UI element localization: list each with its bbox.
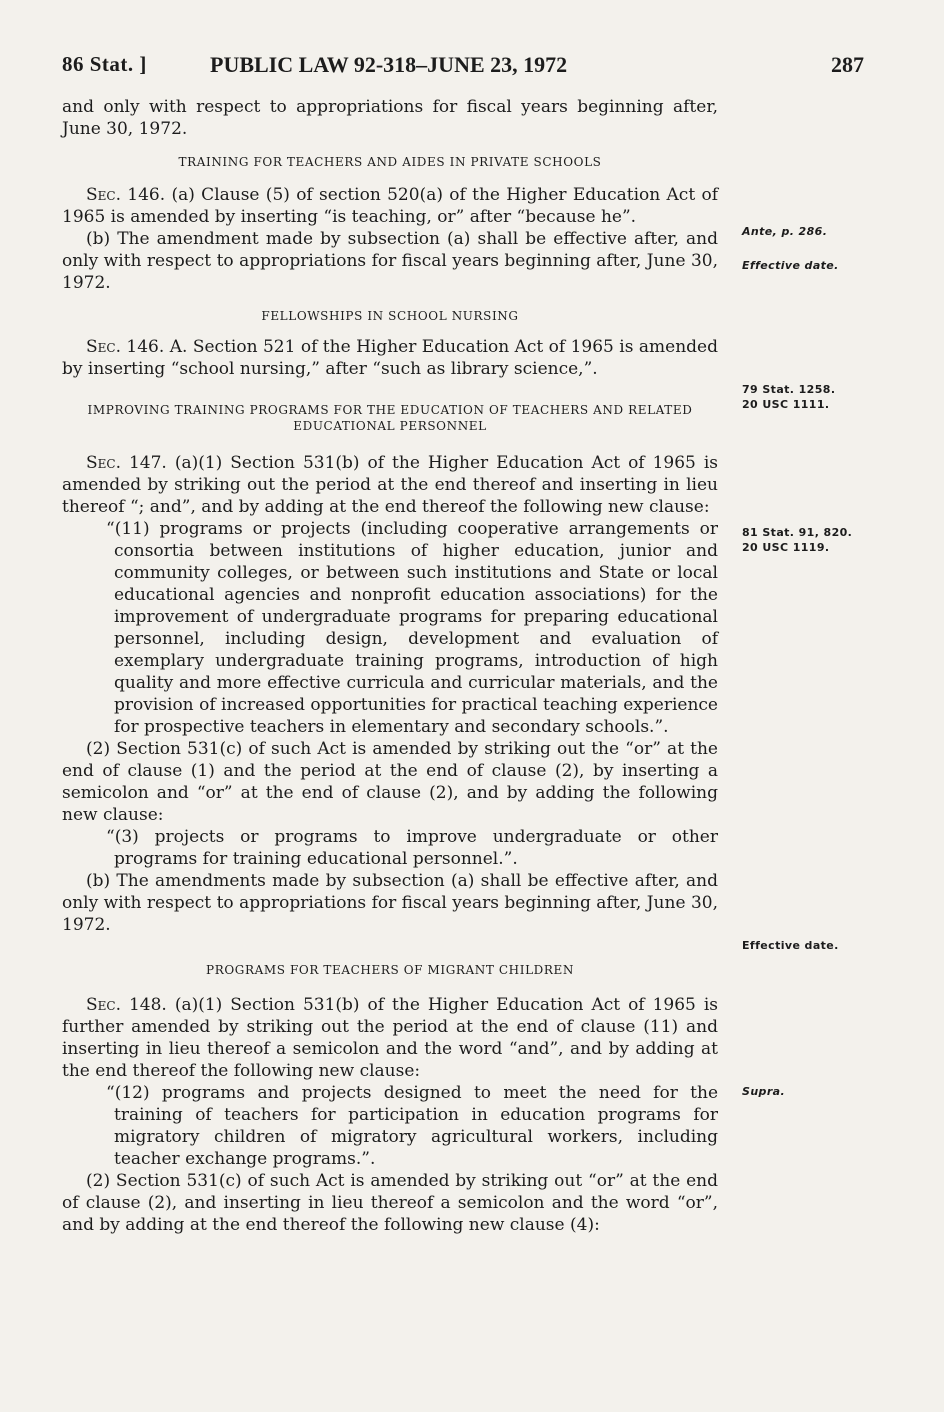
section-146-a	[62, 184, 718, 228]
header-page-number: 287	[831, 52, 864, 77]
page-header	[62, 50, 872, 82]
margin-note-stat-91	[742, 525, 852, 555]
section-147-a1-text: (a)(1) Section 531(b) of the Higher Education Act of 1965 is amended by striking out the period at the end thereof and inserting in lieu thereof “; and”, and by adding at the end thereof the following new clause:	[62, 453, 718, 517]
margin-note-stat-1258	[742, 382, 835, 412]
margin-note-effective-date-2: Effective date.	[742, 939, 839, 952]
heading-improving-programs: IMPROVING TRAINING PROGRAMS FOR THE EDUCATION OF TEACHERS AND RELATED EDUCATIONAL PERSONNEL	[87, 403, 693, 433]
section-147-clause-3: “(3) projects or programs to improve undergraduate or other programs for training educational personnel.”.	[106, 827, 718, 869]
margin-note-stat-1258-line2: 20 USC 1111.	[742, 398, 830, 411]
margin-note-supra: Supra.	[742, 1085, 786, 1098]
section-148-label: Sec. 148.	[86, 995, 167, 1015]
margin-note-stat-91-line1: 81 Stat. 91, 820.	[742, 526, 853, 539]
section-148-a2: (2) Section 531(c) of such Act is amended by striking out “or” at the end of clause (2), and inserting in lieu thereof a semicolon and the word “or”, and by adding at the end thereof the following new clause (4):	[62, 1171, 718, 1235]
margin-note-ante: Ante, p. 286.	[742, 225, 828, 238]
margin-note-stat-1258-line1: 79 Stat. 1258.	[742, 383, 836, 396]
heading-migrant-children: PROGRAMS FOR TEACHERS OF MIGRANT CHILDREN	[206, 963, 574, 977]
section-147-a1	[62, 452, 718, 518]
margin-note-stat-91-line2: 20 USC 1119.	[742, 541, 830, 554]
header-law-title: PUBLIC LAW 92-318–JUNE 23, 1972	[210, 52, 568, 77]
main-text	[62, 96, 718, 1236]
section-148-a1	[62, 994, 718, 1082]
header-statute-volume: 86 Stat. ]	[62, 52, 147, 76]
section-148-clause-12: “(12) programs and projects designed to meet the need for the training of teachers for participation in education programs for migratory children of migratory agricultural workers, including teacher exchange programs.”.	[106, 1083, 718, 1169]
section-146-a-text: (a) Clause (5) of section 520(a) of the Higher Education Act of 1965 is amended by inserting “is teaching, or” after “because he”.	[62, 185, 718, 227]
section-147-b: (b) The amendments made by subsection (a) shall be effective after, and only with respect to appropriations for fiscal years beginning after, June 30, 1972.	[62, 871, 718, 935]
intro-paragraph: and only with respect to appropriations for fiscal years beginning after, June 30, 1972.	[62, 97, 718, 139]
heading-fellowships: FELLOWSHIPS IN SCHOOL NURSING	[261, 309, 519, 323]
margin-note-effective-date-1: Effective date.	[742, 259, 839, 272]
section-147-a2: (2) Section 531(c) of such Act is amended by striking out the “or” at the end of clause (1) and the period at the end of clause (2), by inserting a semicolon and “or” at the end of clause (2), and by adding the following new clause:	[62, 739, 718, 825]
section-146-label: Sec. 146.	[86, 185, 166, 205]
section-146A-text: Section 521 of the Higher Education Act of 1965 is amended by inserting “school nursing,” after “such as library science,”.	[62, 337, 718, 379]
heading-private-schools: TRAINING FOR TEACHERS AND AIDES IN PRIVATE SCHOOLS	[178, 155, 602, 169]
section-146A-label: Sec. 146. A.	[86, 337, 188, 357]
section-148-a1-text: (a)(1) Section 531(b) of the Higher Education Act of 1965 is further amended by striking out the period at the end of clause (11) and inserting in lieu thereof a semicolon and the word “and”, and by adding at the end thereof the following new clause:	[62, 995, 718, 1081]
section-147-clause-11: “(11) programs or projects (including cooperative arrangements or consortia between institutions of higher education, junior and community colleges, or between such institutions and State or local educational agencies and nonprofit education associations) for the improvement of undergraduate programs for preparing educational personnel, including design, development and evaluation of exemplary undergraduate training programs, introduction of high quality and more effective curricula and curricular materials, and the provision of increased opportunities for practical teaching experience for prospective teachers in elementary and secondary schools.”.	[106, 519, 718, 737]
section-147-label: Sec. 147.	[86, 453, 167, 473]
section-146A	[62, 336, 718, 380]
section-146-b: (b) The amendment made by subsection (a) shall be effective after, and only with respect to appropriations for fiscal years beginning after, June 30, 1972.	[62, 229, 718, 293]
